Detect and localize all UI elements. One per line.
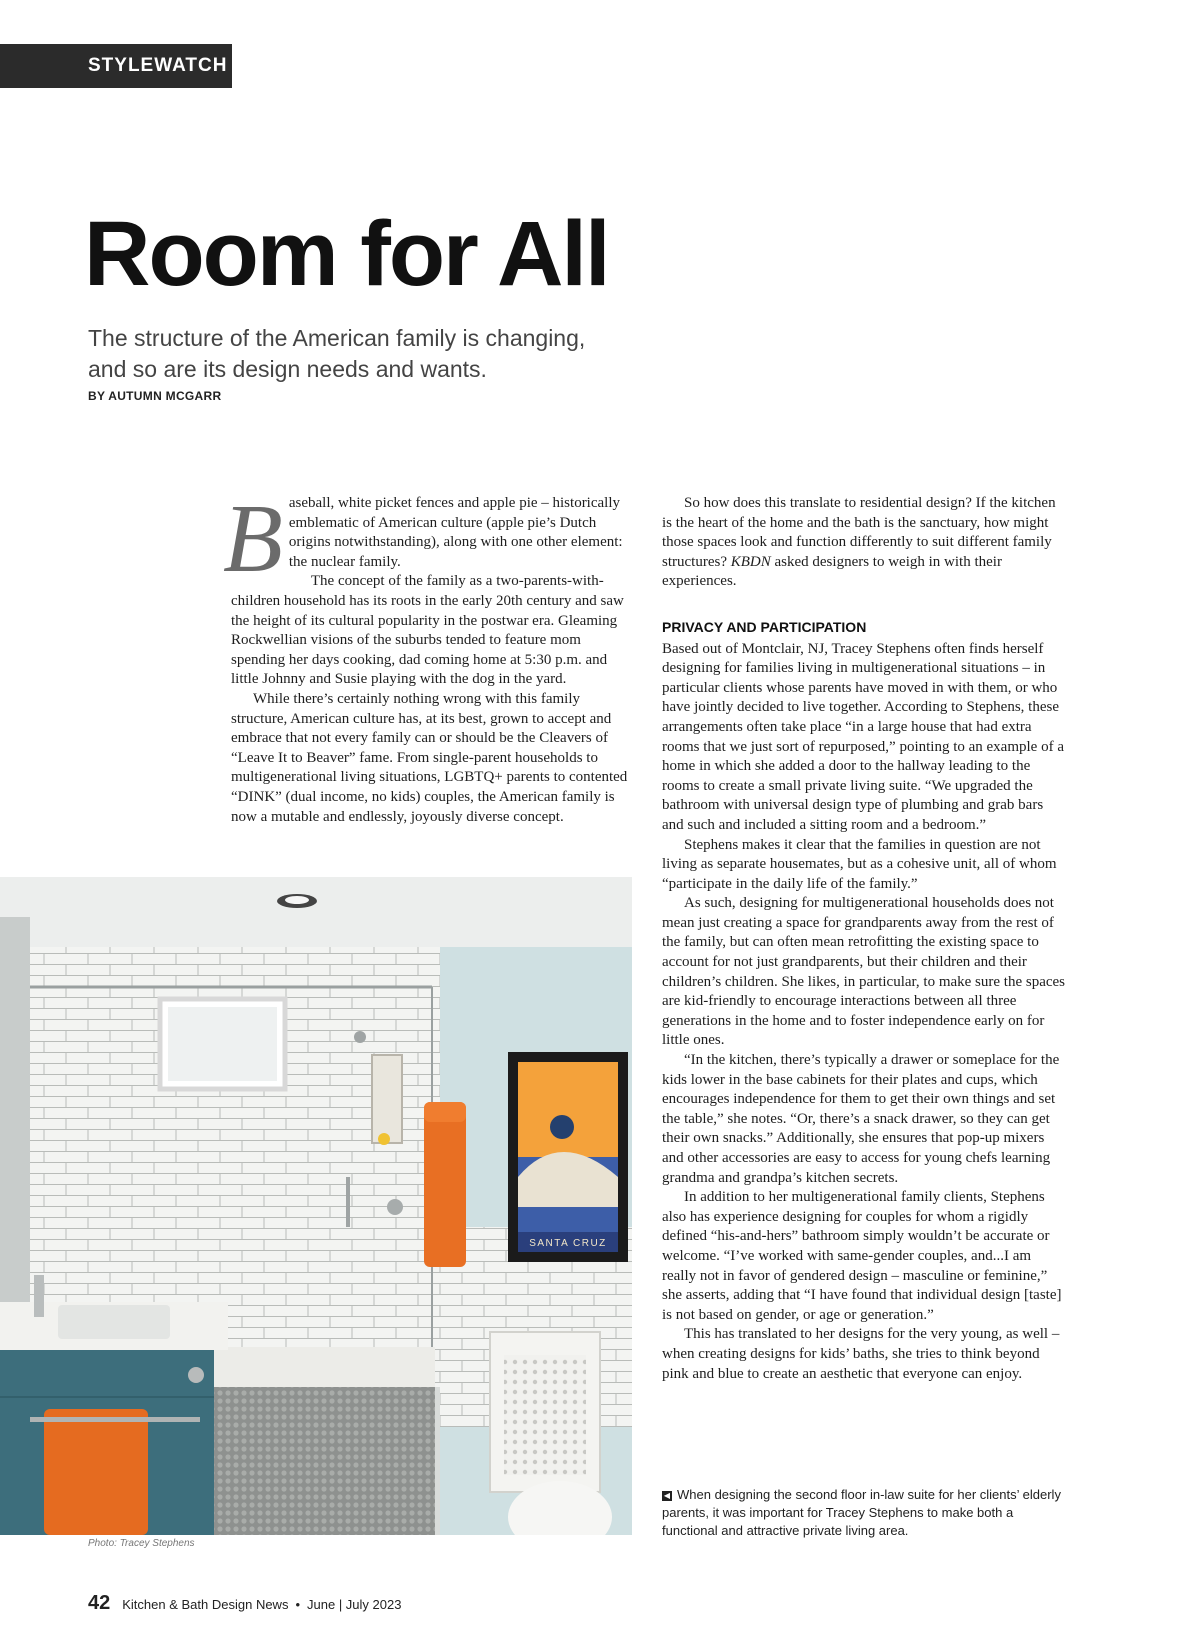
headline: Room for All <box>84 203 609 305</box>
paragraph <box>662 494 1066 592</box>
paragraph: While there’s certainly nothing wrong with this family structure, American culture has, at its best, grown to accept and embrace that not every family can or should be the Cleavers of “Leave It to Beaver” fame. From single-parent households to multigenerational living situations, LGBTQ+ parents to contented “DINK” (dual income, no kids) couples, the American family is now a mutable and endlessly, joyously diverse concept. <box>231 690 628 825</box>
paragraph: The concept of the family as a two-parents-with-children household has its roots in the early 20th century and saw the height of its cultural popularity in the postwar era. Gleaming Rockwellian visions of the suburbs tended to feature mom spending her days cooking, dad coming home at 5:30 p.m. and little Johnny and Susie playing with the dog in the yard. <box>231 573 624 688</box>
poster-text: SANTA CRUZ <box>529 1238 607 1249</box>
subhead: PRIVACY AND PARTICIPATION <box>662 618 867 635</box>
paragraph: aseball, white picket fences and apple pie – historically emblematic of American culture (apple pie’s Dutch origins notwithstanding), along with one other element: the nuclear family. <box>288 495 623 570</box>
page-footer <box>88 1592 401 1615</box>
paragraph: As such, designing for multigenerational households does not mean just creating a space for grandparents away from the rest of the family, but can often mean retrofitting the existing space to account for not just grandparents, but their children and their children’s children. She likes, in particular, to make sure the spaces are kid-friendly to encourage interactions between all three generations in the home and to foster independence early on for little ones. <box>662 895 1066 1049</box>
body-column-right <box>662 494 1066 1384</box>
intro-text: So how does this translate to residential design? If the kitchen is the heart of the home and the bath is the sanctuary, how might those spaces look and function differently to suit different family structures? <box>662 495 1056 570</box>
byline: BY AUTUMN MCGARR <box>88 389 222 403</box>
issue-date: June | July 2023 <box>307 1597 402 1612</box>
paragraph: This has translated to her designs for the very young, as well – when creating designs for kids’ baths, she tries to think beyond pink and blue to create an aesthetic that everyone can enjoy. <box>662 1326 1060 1382</box>
paragraph: Based out of Montclair, NJ, Tracey Stephens often finds herself designing for families living in multigenerational situations – in particular clients whose parents have moved in with them, or who have jointly decided to live together. According to Stephens, these arrangements often take place “in a large house that had extra rooms that we just sort of repurposed,” pointing to an example of a home in which she added a door to the hallway leading to the rooms to create a small private living suite. “We upgraded the bathroom with universal design type of plumbing and grab bars and such and included a sitting room and a bedroom.” <box>662 640 1064 833</box>
section-label: STYLEWATCH <box>0 44 232 88</box>
page-number: 42 <box>88 1592 111 1614</box>
caption-arrow-icon: ◀ <box>663 1491 671 1500</box>
publication-name: Kitchen & Bath Design News <box>122 1597 289 1612</box>
paragraph: Stephens makes it clear that the families in question are not living as separate housemates, but as a cohesive unit, all of whom “participate in the daily life of the family.” <box>662 836 1057 892</box>
magazine-abbrev: KBDN <box>730 553 771 570</box>
footer-separator: • <box>295 1597 301 1612</box>
paragraph: “In the kitchen, there’s typically a drawer or someplace for the kids lower in the base cabinets for their plates and cups, which encourages independence for them to get their own things and set the table,” she notes. “Or, there’s a snack drawer, so they can get their own snacks.” Additionally, she ensures that pop-up mixers and other accessories are easy to access for young chefs learning grandma and grandpa’s kitchen secrets. <box>662 1052 1060 1186</box>
bathroom-photo <box>0 877 632 1535</box>
drop-cap: B <box>223 485 283 593</box>
photo-credit: Photo: Tracey Stephens <box>88 1538 195 1549</box>
intro-text-end: asked designers to weigh in with their experiences. <box>662 553 1002 590</box>
photo-caption <box>662 1486 1072 1540</box>
paragraph: In addition to her multigenerational family clients, Stephens also has experience designing for couples for whom a rigidly defined “his-and-hers” bathroom simply wouldn’t be accurate or welcome. “I’ve worked with same-gender couples, and...I am really not in favor of gendered design – masculine or feminine,” she asserts, adding that “I have found that individual design [taste] is not based on gender, or age or generation.” <box>662 1189 1062 1323</box>
caption-text: When designing the second floor in-law suite for her clients’ elderly parents, it was important for Tracey Stephens to make both a functional and attractive private living area. <box>662 1487 1061 1538</box>
body-column-left <box>223 485 631 827</box>
deck-subtitle: The structure of the American family is changing, and so are its design needs and wants. <box>88 325 586 382</box>
